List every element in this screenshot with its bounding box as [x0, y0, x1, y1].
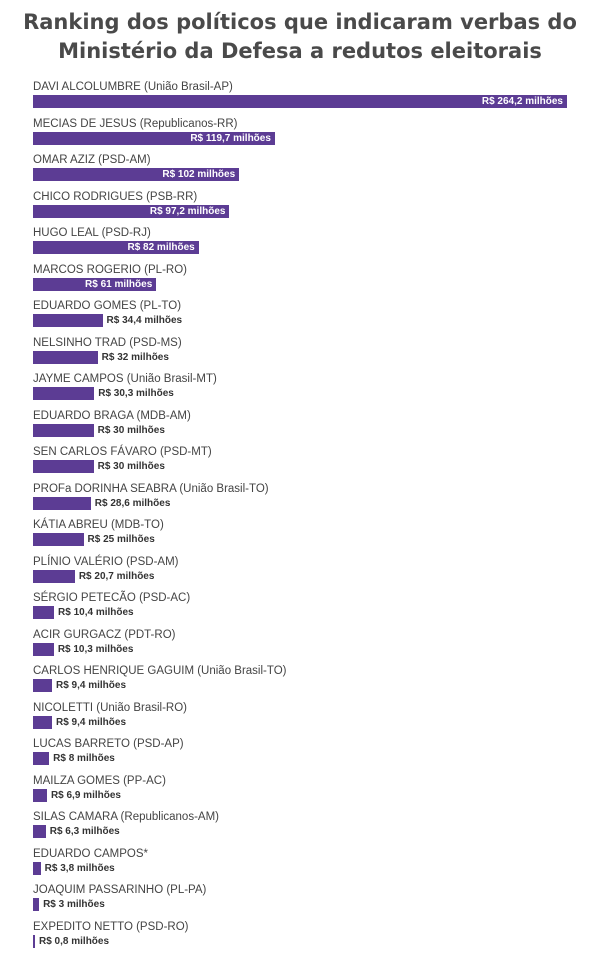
bar-row: [0, 226, 600, 256]
bar-row: [0, 664, 600, 694]
bar-row: [0, 883, 600, 913]
bar-row: [0, 80, 600, 110]
value-label: R$ 9,4 milhões: [55, 716, 127, 728]
value-label: R$ 0,8 milhões: [39, 935, 110, 947]
category-label: OMAR AZIZ (PSD-AM): [33, 154, 151, 166]
category-label: CHICO RODRIGUES (PSB-RR): [33, 190, 198, 203]
value-label: R$ 82 milhões: [127, 242, 195, 253]
bar-row: [0, 555, 600, 585]
value-label: R$ 3,8 milhões: [44, 862, 115, 874]
bar: [33, 570, 75, 583]
value-label: R$ 30,3 milhões: [98, 388, 174, 399]
bar-row: [0, 591, 600, 621]
value-label: R$ 30 milhões: [97, 424, 165, 436]
chart-title-line-1: Ranking dos políticos que indicaram verbas do: [23, 10, 577, 34]
chart-title: [20, 8, 580, 66]
category-label: MAILZA GOMES (PP-AC): [33, 774, 166, 787]
bar: [33, 497, 91, 510]
bar-row: [0, 190, 600, 220]
value-label: R$ 10,4 milhões: [58, 607, 134, 618]
category-label: MARCOS ROGERIO (PL-RO): [33, 263, 187, 276]
value-label: R$ 3 milhões: [43, 899, 105, 910]
category-label: EDUARDO GOMES (PL-TO): [33, 300, 182, 312]
value-label: R$ 30 milhões: [97, 461, 165, 472]
bar-row: [0, 482, 600, 512]
value-label: R$ 20,7 milhões: [78, 570, 155, 582]
category-label: PLÍNIO VALÉRIO (PSD-AM): [33, 555, 179, 568]
value-label: R$ 119,7 milhões: [190, 132, 271, 144]
category-label: CARLOS HENRIQUE GAGUIM (União Brasil-TO): [33, 665, 287, 677]
bar-row: [0, 153, 600, 183]
value-label: R$ 32 milhões: [101, 351, 169, 363]
category-label: NELSINHO TRAD (PSD-MS): [33, 336, 182, 349]
category-label: LUCAS BARRETO (PSD-AP): [33, 738, 184, 750]
category-label: PROFa DORINHA SEABRA (União Brasil-TO): [33, 482, 269, 495]
category-label: SEN CARLOS FÁVARO (PSD-MT): [33, 446, 212, 458]
bar: [33, 679, 52, 692]
bar-row: [0, 336, 600, 366]
category-label: EDUARDO BRAGA (MDB-AM): [33, 409, 191, 422]
value-label: R$ 6,9 milhões: [50, 789, 121, 801]
bar-row: [0, 299, 600, 329]
category-label: JAYME CAMPOS (União Brasil-MT): [33, 373, 217, 385]
bar: [33, 752, 49, 765]
value-label: R$ 97,2 milhões: [149, 205, 226, 217]
bar-row: [0, 409, 600, 439]
bar-row: [0, 774, 600, 804]
category-label: HUGO LEAL (PSD-RJ): [33, 227, 151, 239]
bar-row: [0, 263, 600, 293]
bar: [33, 387, 94, 400]
category-label: SÉRGIO PETECÃO (PSD-AC): [33, 592, 191, 604]
bar: [33, 716, 52, 729]
bar: [33, 424, 94, 437]
value-label: R$ 28,6 milhões: [94, 497, 171, 509]
bar-row: [0, 117, 600, 147]
value-label: R$ 61 milhões: [85, 278, 153, 290]
bar: [33, 606, 54, 619]
chart-title-line-2: Ministério da Defesa a redutos eleitorais: [58, 39, 542, 63]
bar: [33, 825, 46, 838]
bar: [33, 643, 54, 656]
value-label: R$ 264,2 milhões: [481, 96, 563, 107]
value-label: R$ 25 milhões: [87, 534, 155, 545]
bar: [33, 898, 39, 911]
bar-row: [0, 628, 600, 658]
category-label: MECIAS DE JESUS (Republicanos-RR): [33, 117, 238, 130]
category-label: KÁTIA ABREU (MDB-TO): [33, 519, 164, 531]
value-label: R$ 6,3 milhões: [49, 826, 120, 837]
bar-row: [0, 737, 600, 767]
bar-row: [0, 920, 600, 950]
bar-row: [0, 701, 600, 731]
value-label: R$ 34,4 milhões: [106, 315, 183, 326]
bar: [33, 314, 103, 327]
bar-row: [0, 518, 600, 548]
value-label: R$ 102 milhões: [162, 169, 236, 180]
category-label: ACIR GURGACZ (PDT-RO): [33, 628, 176, 641]
bar: [33, 862, 41, 875]
category-label: EXPEDITO NETTO (PSD-RO): [33, 920, 189, 933]
value-label: R$ 8 milhões: [53, 753, 115, 764]
category-label: EDUARDO CAMPOS*: [33, 847, 149, 860]
bar: [33, 351, 98, 364]
value-label: R$ 9,4 milhões: [55, 680, 127, 691]
bar: [33, 789, 47, 802]
bar-row: [0, 847, 600, 877]
category-label: DAVI ALCOLUMBRE (União Brasil-AP): [33, 81, 233, 93]
bar-row: [0, 445, 600, 475]
bar: [33, 460, 94, 473]
value-label: R$ 10,3 milhões: [57, 643, 134, 655]
category-label: SILAS CAMARA (Republicanos-AM): [33, 811, 219, 823]
bar: [33, 935, 35, 948]
bar-row: [0, 372, 600, 402]
bar: [33, 533, 84, 546]
bar-row: [0, 810, 600, 840]
category-label: NICOLETTI (União Brasil-RO): [33, 701, 187, 714]
category-label: JOAQUIM PASSARINHO (PL-PA): [33, 884, 207, 896]
